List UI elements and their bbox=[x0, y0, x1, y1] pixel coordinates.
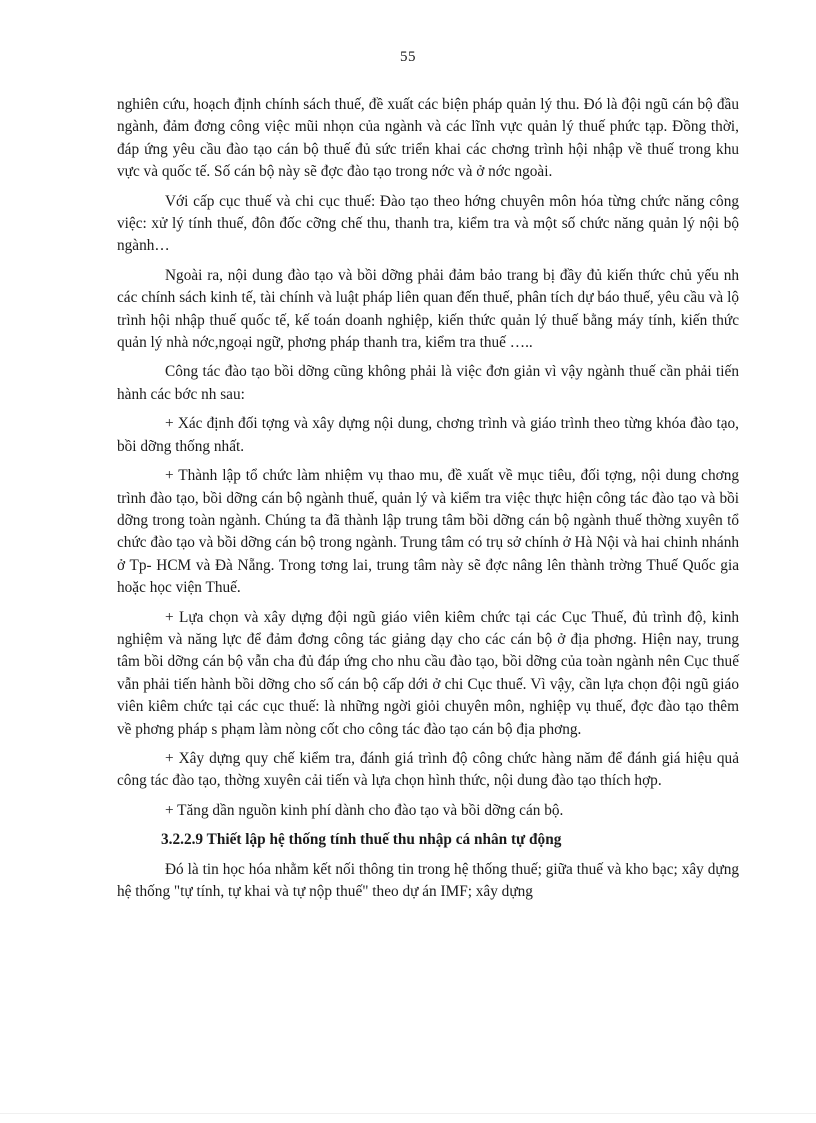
paragraph-training-content: Ngoài ra, nội dung đào tạo và bồi dỡng phải đảm bảo trang bị đầy đủ kiến thức chủ yếu nh các chính sách kinh tế, tài chính và luật pháp liên quan đến thuế, phân tích dự báo thuế, yêu cầu và lộ trình hội nhập thuế quốc tế, kế toán doanh nghiệp, kiến thức quản lý thuế bằng máy tính, kiến thức quản lý nhà nớc,ngoại ngữ, phơng pháp thanh tra, kiểm tra thuế ….. bbox=[117, 266, 739, 352]
list-item-evaluation-rules: + Xây dựng quy chế kiểm tra, đánh giá trình độ công chức hàng năm để đánh giá hiệu quả công tác đào tạo, thờng xuyên cải tiến và lựa chọn hình thức, nội dung đào tạo thích hợp. bbox=[117, 749, 739, 790]
list-item-select-teachers: + Lựa chọn và xây dựng đội ngũ giáo viên kiêm chức tại các Cục Thuế, đủ trình độ, kinh nghiệm và năng lực để đảm đơng công tác giảng dạy cho các cán bộ ở địa phơng. Hiện nay, trung tâm bồi dỡng cán bộ vẫn cha đủ đáp ứng cho nhu cầu đào tạo, bồi dỡng của toàn ngành nên Cục thuế vẫn phải tiến hành bồi dỡng cho số cán bộ cấp dới ở chi Cục thuế. Vì vậy, cần lựa chọn đội ngũ giáo viên kiêm chức tại các cục thuế: là những ngời giỏi chuyên môn, nghiệp vụ thuế, đợc đào tạo thêm về phơng pháp s phạm làm nòng cốt cho công tác đào tạo cán bộ địa phơng. bbox=[117, 608, 739, 738]
page-number: 55 bbox=[400, 49, 416, 65]
paragraph-tax-departments: Với cấp cục thuế và chi cục thuế: Đào tạo theo hớng chuyên môn hóa từng chức năng công việc: xử lý tính thuế, đôn đốc cỡng chế thu, thanh tra, kiểm tra và một số chức năng quản lý nội bộ ngành… bbox=[117, 192, 739, 255]
page-bottom-divider bbox=[0, 1113, 816, 1114]
section-heading: 3.2.2.9 Thiết lập hệ thống tính thuế thu nhập cá nhân tự động bbox=[161, 831, 562, 849]
paragraph-continuation: nghiên cứu, hoạch định chính sách thuế, đề xuất các biện pháp quản lý thu. Đó là đội ngũ cán bộ đầu ngành, đảm đơng công việc mũi nhọn của ngành và các lĩnh vực quản lý thuế phức tạp. Đồng thời, đáp ứng yêu cầu đào tạo cán bộ thuế đủ sức triển khai các chơng trình hội nhập về thuế trong khu vực và quốc tế. Số cán bộ này sẽ đợc đào tạo trong nớc và ở nớc ngoài. bbox=[117, 96, 739, 181]
paragraph-section-intro: Đó là tin học hóa nhằm kết nối thông tin trong hệ thống thuế; giữa thuế và kho bạc; xây dựng hệ thống "tự tính, tự khai và tự nộp thuế" theo dự án IMF; xây dựng bbox=[117, 860, 739, 900]
body-text bbox=[117, 94, 739, 910]
list-item-funding: + Tăng dần nguồn kinh phí dành cho đào tạo và bồi dỡng cán bộ. bbox=[165, 801, 564, 819]
paragraph-training-steps: Công tác đào tạo bồi dỡng cũng không phải là việc đơn giản vì vậy ngành thuế cần phải tiến hành các bớc nh sau: bbox=[117, 363, 739, 403]
list-item-establish-organization: + Thành lập tổ chức làm nhiệm vụ thao mu, đề xuất về mục tiêu, đối tợng, nội dung chơng trình đào tạo, bồi dỡng cán bộ ngành thuế, quản lý và kiểm tra việc thực hiện công tác đào tạo và bồi dỡng trong toàn ngành. Chúng ta đã thành lập trung tâm bồi dỡng cán bộ ngành thuế thờng xuyên tổ chức đào tạo và bồi dỡng cán bộ trong ngành. Trung tâm có trụ sở chính ở Hà Nội và hai chinh nhánh ở Tp- HCM và Đà Nẵng. Trong tơng lai, trung tâm này sẽ đợc nâng lên thành trờng Thuế Quốc gia hoặc học viện Thuế. bbox=[117, 467, 739, 597]
list-item-identify-subjects: + Xác định đối tợng và xây dựng nội dung, chơng trình và giáo trình theo từng khóa đào tạo, bồi dỡng thống nhất. bbox=[117, 415, 739, 455]
